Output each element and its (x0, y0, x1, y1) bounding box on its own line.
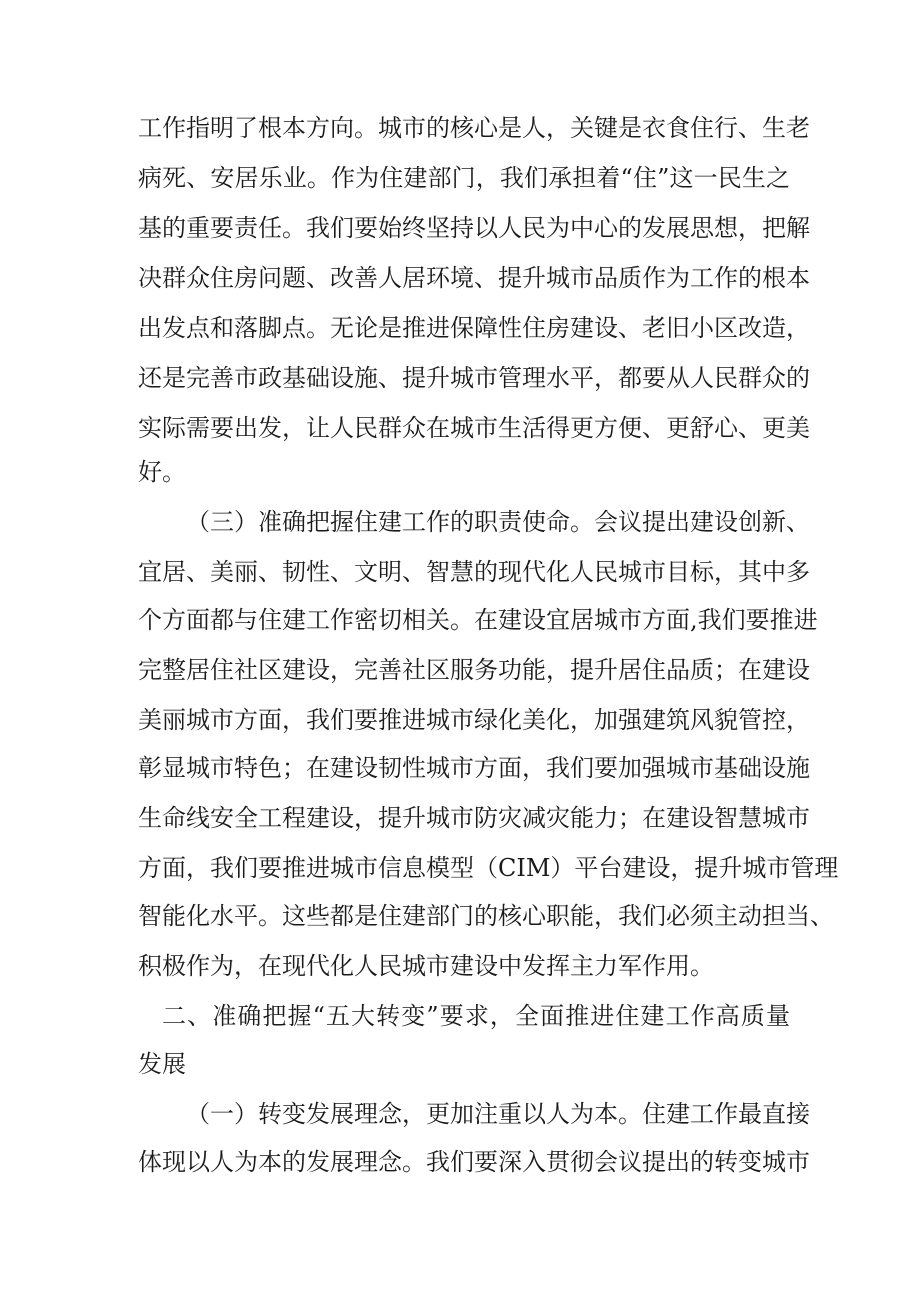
body-line: 决群众住房问题、改善人居环境、提升城市品质作为工作的根本 (138, 264, 810, 292)
body-line: 还是完善市政基础设施、提升城市管理水平，都要从人民群众的 (138, 364, 810, 392)
body-line: 基的重要责任。我们要始终坚持以人民为中心的发展思想，把解 (138, 214, 810, 242)
body-line: 好。 (138, 458, 186, 486)
body-line: 美丽城市方面，我们要推进城市绿化美化，加强建筑风貌管控， (138, 706, 810, 734)
body-line: 个方面都与住建工作密切相关。在建设宜居城市方面,我们要推进 (138, 606, 818, 634)
body-line: 宜居、美丽、韧性、文明、智慧的现代化人民城市目标，其中多 (138, 558, 810, 586)
body-line: 生命线安全工程建设，提升城市防灾减灾能力；在建设智慧城市 (138, 804, 810, 832)
body-line: 彰显城市特色；在建设韧性城市方面，我们要加强城市基础设施 (138, 754, 810, 782)
chapter-heading-line: 二、准确把握“五大转变”要求，全面推进住建工作高质量 (162, 1002, 790, 1030)
body-line: 实际需要出发，让人民群众在城市生活得更方便、更舒心、更美 (138, 414, 810, 442)
section-heading-line: （一）转变发展理念，更加注重以人为本。住建工作最直接 (186, 1100, 810, 1128)
body-line: 方面，我们要推进城市信息模型（CIM）平台建设，提升城市管理 (138, 854, 839, 882)
body-line: 出发点和落脚点。无论是推进保障性住房建设、老旧小区改造， (138, 314, 810, 342)
body-line: 智能化水平。这些都是住建部门的核心职能，我们必须主动担当、 (138, 902, 834, 930)
chapter-heading-line: 发展 (138, 1050, 186, 1078)
body-line: 工作指明了根本方向。城市的核心是人，关键是衣食住行、生老 (138, 114, 810, 142)
body-line: 病死、安居乐业。作为住建部门，我们承担着“住”这一民生之 (138, 164, 790, 192)
body-line: 完整居住社区建设，完善社区服务功能，提升居住品质；在建设 (138, 656, 810, 684)
body-line: 体现以人为本的发展理念。我们要深入贯彻会议提出的转变城市 (138, 1148, 810, 1176)
body-line: 积极作为，在现代化人民城市建设中发挥主力军作用。 (138, 952, 714, 980)
section-heading-line: （三）准确把握住建工作的职责使命。会议提出建设创新、 (186, 508, 810, 536)
